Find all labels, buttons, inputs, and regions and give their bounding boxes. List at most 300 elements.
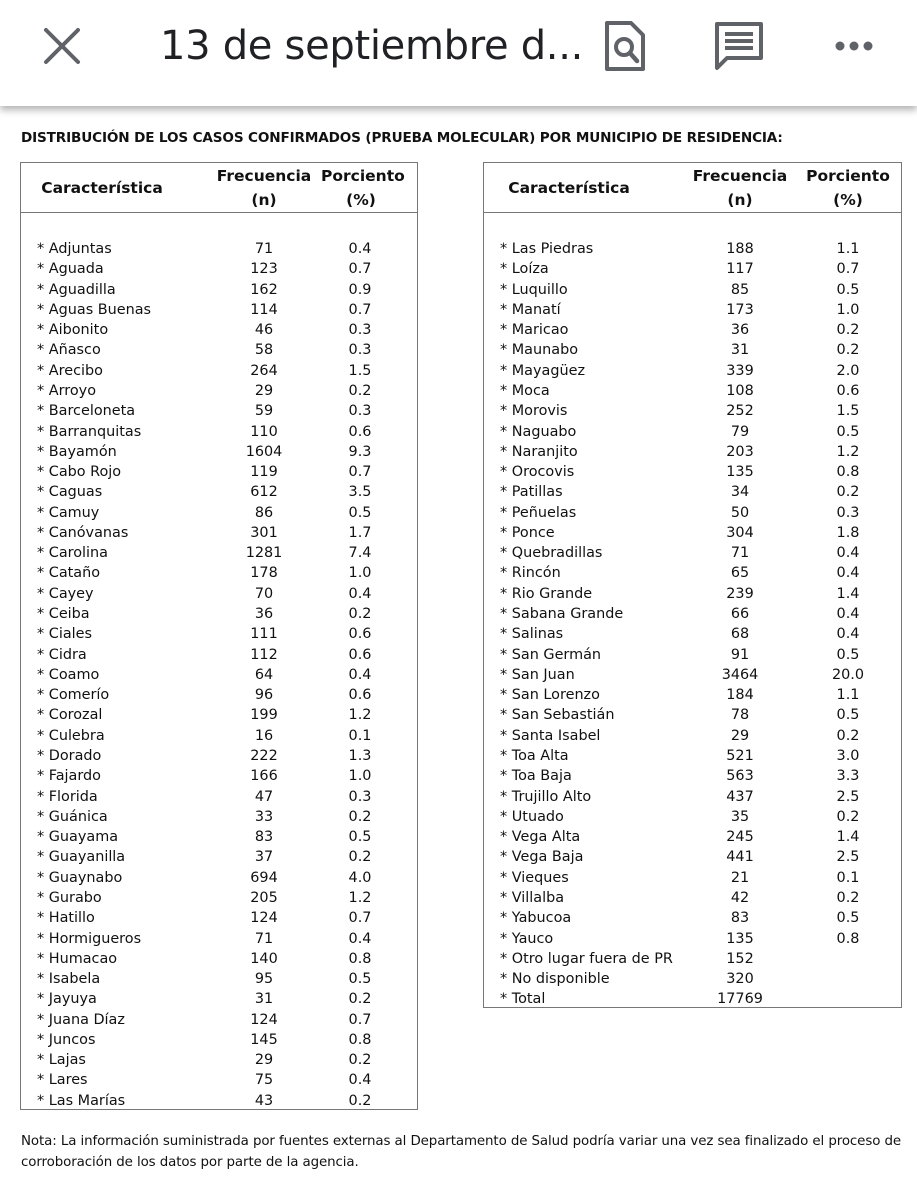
table-row xyxy=(484,969,901,989)
row-frequency: 114 xyxy=(250,301,278,318)
row-name: * Arroyo xyxy=(37,382,97,399)
row-frequency: 36 xyxy=(254,606,274,623)
row-name: * Luquillo xyxy=(500,281,568,298)
row-name: * San Lorenzo xyxy=(500,687,600,704)
row-percent: 0.2 xyxy=(836,889,860,906)
column-header-frequency-line2: (n) xyxy=(727,191,753,209)
table-row xyxy=(21,584,417,604)
row-frequency: 42 xyxy=(730,889,750,906)
table-row xyxy=(21,827,417,847)
row-name: * Las Piedras xyxy=(500,241,594,257)
row-name: * San Germán xyxy=(500,646,602,663)
municipality-table-right xyxy=(483,162,902,1008)
row-name: * Mayagüez xyxy=(500,362,586,379)
row-percent: 1.4 xyxy=(836,585,860,602)
table-row xyxy=(484,685,901,705)
row-name: * Fajardo xyxy=(37,768,101,785)
row-percent: 1.1 xyxy=(836,687,860,704)
row-frequency: 111 xyxy=(250,626,278,643)
column-header-characteristic: Característica xyxy=(508,179,630,197)
row-name: * Guayanilla xyxy=(37,849,126,866)
table-row xyxy=(21,949,417,969)
row-frequency: 96 xyxy=(254,687,274,704)
table-row xyxy=(484,847,901,867)
row-percent: 0.7 xyxy=(348,910,372,927)
row-name: * Dorado xyxy=(37,748,102,764)
table-row xyxy=(21,929,417,949)
viewer-toolbar xyxy=(0,0,917,106)
row-percent: 3.0 xyxy=(836,748,860,764)
row-frequency: 68 xyxy=(730,626,750,643)
row-frequency: 123 xyxy=(250,261,278,278)
row-frequency: 301 xyxy=(250,524,278,541)
row-percent: 1.5 xyxy=(836,403,860,420)
row-percent: 0.2 xyxy=(836,322,860,339)
row-percent: 2.0 xyxy=(836,362,860,379)
row-frequency: 79 xyxy=(730,423,750,440)
row-name: * Barranquitas xyxy=(37,423,142,440)
row-name: * Guaynabo xyxy=(37,869,123,886)
row-name: * Isabela xyxy=(37,971,101,988)
row-percent: 0.4 xyxy=(836,565,860,582)
table-row xyxy=(484,361,901,381)
table-row xyxy=(21,543,417,563)
row-name: * Villalba xyxy=(500,889,565,906)
row-frequency: 612 xyxy=(250,484,278,501)
table-row xyxy=(21,259,417,279)
row-percent: 0.6 xyxy=(348,646,372,663)
row-percent: 0.4 xyxy=(836,545,860,562)
row-name: * Añasco xyxy=(37,342,101,359)
row-name: * Guánica xyxy=(37,808,108,825)
row-frequency: 86 xyxy=(254,504,274,521)
row-name: * Cabo Rojo xyxy=(37,464,122,481)
row-frequency: 71 xyxy=(254,930,274,947)
row-percent: 1.4 xyxy=(836,829,860,846)
row-name: * Coamo xyxy=(37,666,100,683)
row-frequency: 37 xyxy=(254,849,274,866)
row-name: * Santa Isabel xyxy=(500,727,601,744)
row-percent: 0.2 xyxy=(348,1052,372,1069)
row-name: * Cayey xyxy=(37,585,94,602)
column-header-percent xyxy=(806,164,890,212)
table-row xyxy=(21,969,417,989)
row-percent: 1.2 xyxy=(836,443,860,460)
row-percent: 0.2 xyxy=(348,382,372,399)
table-row xyxy=(21,401,417,421)
row-frequency: 140 xyxy=(250,950,278,967)
table-row xyxy=(484,401,901,421)
row-percent: 2.5 xyxy=(836,849,860,866)
row-percent: 1.1 xyxy=(836,241,860,257)
row-percent: 1.2 xyxy=(348,707,372,724)
row-frequency: 135 xyxy=(726,930,754,947)
table-row xyxy=(484,766,901,786)
row-frequency: 205 xyxy=(250,889,278,906)
table-row xyxy=(21,361,417,381)
table-row xyxy=(21,563,417,583)
row-percent: 0.4 xyxy=(348,666,372,683)
row-name: * Peñuelas xyxy=(500,504,577,521)
column-header-frequency xyxy=(664,164,816,212)
table-row xyxy=(484,604,901,624)
row-frequency: 521 xyxy=(726,748,754,764)
row-name: * Aguada xyxy=(37,261,104,278)
table-row xyxy=(484,705,901,725)
row-frequency: 1281 xyxy=(245,545,283,562)
row-name: * Sabana Grande xyxy=(500,606,624,623)
row-percent: 0.5 xyxy=(836,646,860,663)
table-row xyxy=(21,1091,417,1111)
table-row xyxy=(21,726,417,746)
document-page xyxy=(0,106,917,1200)
row-percent: 0.2 xyxy=(348,808,372,825)
find-in-document-icon[interactable] xyxy=(601,20,647,72)
row-percent: 1.7 xyxy=(348,524,372,541)
close-icon[interactable] xyxy=(40,24,84,68)
row-percent: 0.7 xyxy=(348,261,372,278)
table-row xyxy=(484,645,901,665)
row-frequency: 222 xyxy=(250,748,278,764)
row-frequency: 437 xyxy=(726,788,754,805)
row-frequency: 50 xyxy=(730,504,750,521)
row-name: * Guayama xyxy=(37,829,119,846)
row-name: * Vega Baja xyxy=(500,849,584,866)
row-percent: 0.6 xyxy=(348,423,372,440)
row-frequency: 117 xyxy=(726,261,754,278)
row-frequency: 563 xyxy=(726,768,754,785)
table-row xyxy=(21,462,417,482)
table-row xyxy=(21,523,417,543)
row-frequency: 304 xyxy=(726,524,754,541)
row-percent: 0.5 xyxy=(348,504,372,521)
row-percent: 0.7 xyxy=(348,301,372,318)
row-percent: 0.8 xyxy=(348,950,372,967)
row-percent: 1.0 xyxy=(348,565,372,582)
row-frequency: 152 xyxy=(726,950,754,967)
row-name: * Maunabo xyxy=(500,342,579,359)
row-frequency: 441 xyxy=(726,849,754,866)
row-frequency: 21 xyxy=(730,869,750,886)
table-row xyxy=(21,705,417,725)
row-frequency: 135 xyxy=(726,464,754,481)
row-percent: 0.8 xyxy=(836,930,860,947)
row-name: * Morovis xyxy=(500,403,568,420)
table-row xyxy=(484,523,901,543)
column-header-frequency-line1: Frecuencia xyxy=(692,167,788,185)
table-row xyxy=(484,908,901,928)
row-name: * Vieques xyxy=(500,869,569,886)
row-name: * Salinas xyxy=(500,626,564,643)
row-frequency: 119 xyxy=(250,464,278,481)
column-header-frequency-line1: Frecuencia xyxy=(216,167,312,185)
footnote: Nota: La información suministrada por fuentes externas al Departamento de Salud podría variar una vez sea finalizado el proceso de corroboración de los datos por parte de la agencia. xyxy=(21,1134,901,1170)
column-header-characteristic: Característica xyxy=(41,179,163,197)
row-percent: 0.8 xyxy=(836,464,860,481)
row-name: * Lajas xyxy=(37,1052,86,1069)
table-row xyxy=(484,340,901,360)
row-name: * Aibonito xyxy=(37,322,109,339)
row-frequency: 58 xyxy=(254,342,274,359)
row-name: * Toa Alta xyxy=(500,748,569,764)
row-frequency: 166 xyxy=(250,768,278,785)
row-percent: 0.4 xyxy=(348,585,372,602)
row-frequency: 184 xyxy=(726,687,754,704)
row-name: * Loíza xyxy=(500,261,549,278)
row-percent: 0.6 xyxy=(348,626,372,643)
row-name: * San Sebastián xyxy=(500,707,615,724)
column-header-percent-line1: Porciento xyxy=(806,167,890,185)
row-percent: 0.1 xyxy=(836,869,860,886)
row-percent: 0.5 xyxy=(836,707,860,724)
row-percent: 0.5 xyxy=(836,910,860,927)
row-percent: 0.9 xyxy=(348,281,372,298)
row-frequency: 239 xyxy=(726,585,754,602)
row-name: * Rincón xyxy=(500,565,561,582)
row-percent: 0.3 xyxy=(348,322,372,339)
table-row xyxy=(21,482,417,502)
row-name: * Yauco xyxy=(500,930,554,947)
row-name: * Yabucoa xyxy=(500,910,572,927)
row-frequency: 124 xyxy=(250,910,278,927)
row-frequency: 264 xyxy=(250,362,278,379)
row-percent: 0.3 xyxy=(836,504,860,521)
table-row xyxy=(21,888,417,908)
row-name: * Vega Alta xyxy=(500,829,581,846)
row-frequency: 34 xyxy=(730,484,750,501)
table-row xyxy=(21,766,417,786)
row-name: * Ponce xyxy=(500,524,555,541)
row-name: * Utuado xyxy=(500,808,564,825)
row-frequency: 245 xyxy=(726,829,754,846)
row-frequency: 1604 xyxy=(245,443,283,460)
row-name: * Patillas xyxy=(500,484,563,501)
document-title[interactable]: 13 de septiembre d... xyxy=(160,23,584,69)
row-name: * San Juan xyxy=(500,666,575,683)
row-name: * Canóvanas xyxy=(37,524,129,541)
table-row xyxy=(484,300,901,320)
table-row xyxy=(484,949,901,969)
row-percent: 1.3 xyxy=(348,748,372,764)
row-percent: 0.2 xyxy=(836,727,860,744)
row-frequency: 78 xyxy=(730,707,750,724)
row-frequency: 162 xyxy=(250,281,278,298)
row-frequency: 17769 xyxy=(717,991,763,1008)
row-percent: 1.2 xyxy=(348,889,372,906)
comment-icon[interactable] xyxy=(713,20,765,72)
row-frequency: 3464 xyxy=(721,666,759,683)
row-frequency: 203 xyxy=(726,443,754,460)
row-frequency: 59 xyxy=(254,403,274,420)
row-frequency: 91 xyxy=(730,646,750,663)
row-name: * Humacao xyxy=(37,950,118,967)
row-percent: 7.4 xyxy=(348,545,372,562)
table-row xyxy=(484,422,901,442)
row-name: * Bayamón xyxy=(37,443,117,460)
row-percent: 0.1 xyxy=(348,727,372,744)
row-name: * Manatí xyxy=(500,301,561,318)
row-frequency: 252 xyxy=(726,403,754,420)
table-row xyxy=(21,604,417,624)
row-percent: 1.8 xyxy=(836,524,860,541)
row-frequency: 46 xyxy=(254,322,274,339)
row-percent: 9.3 xyxy=(348,443,372,460)
table-row xyxy=(21,868,417,888)
table-row xyxy=(484,787,901,807)
row-percent: 0.7 xyxy=(348,464,372,481)
table-row xyxy=(484,563,901,583)
column-header-percent-line1: Porciento xyxy=(321,167,405,185)
column-header-frequency-line2: (n) xyxy=(251,191,277,209)
row-percent: 0.2 xyxy=(836,808,860,825)
table-row xyxy=(484,442,901,462)
row-name: * Total xyxy=(500,991,546,1008)
table-row xyxy=(21,807,417,827)
row-percent: 0.5 xyxy=(348,971,372,988)
row-frequency: 35 xyxy=(730,808,750,825)
row-percent: 20.0 xyxy=(831,666,865,683)
table-row xyxy=(21,847,417,867)
row-name: * Lares xyxy=(37,1072,88,1089)
row-name: * Caguas xyxy=(37,484,103,501)
row-frequency: 43 xyxy=(254,1092,274,1109)
column-header-percent-line2: (%) xyxy=(346,191,376,209)
table-row xyxy=(484,320,901,340)
row-frequency: 16 xyxy=(254,727,274,744)
row-percent: 0.2 xyxy=(348,849,372,866)
row-frequency: 31 xyxy=(730,342,750,359)
row-frequency: 47 xyxy=(254,788,274,805)
table-row xyxy=(21,340,417,360)
row-frequency: 31 xyxy=(254,991,274,1008)
row-frequency: 694 xyxy=(250,869,278,886)
column-header-percent xyxy=(321,164,405,212)
table-row xyxy=(21,503,417,523)
row-name: * Barceloneta xyxy=(37,403,136,420)
row-name: * Gurabo xyxy=(37,889,102,906)
table-row xyxy=(21,1030,417,1050)
row-frequency: 36 xyxy=(730,322,750,339)
row-frequency: 112 xyxy=(250,646,278,663)
row-frequency: 33 xyxy=(254,808,274,825)
row-name: * Hatillo xyxy=(37,910,95,927)
table-row xyxy=(21,624,417,644)
table-row xyxy=(484,584,901,604)
table-row xyxy=(21,381,417,401)
row-name: * Naranjito xyxy=(500,443,578,460)
row-name: * No disponible xyxy=(500,971,610,988)
row-frequency: 70 xyxy=(254,585,274,602)
row-frequency: 188 xyxy=(726,241,754,257)
table-row xyxy=(484,482,901,502)
row-frequency: 75 xyxy=(254,1072,274,1089)
row-name: * Camuy xyxy=(37,504,100,521)
row-name: * Culebra xyxy=(37,727,105,744)
row-frequency: 29 xyxy=(730,727,750,744)
table-row xyxy=(484,665,901,685)
row-name: * Juana Díaz xyxy=(37,1011,125,1028)
table-row xyxy=(484,888,901,908)
table-row xyxy=(484,503,901,523)
table-row xyxy=(484,827,901,847)
row-percent: 3.5 xyxy=(348,484,372,501)
row-percent: 0.3 xyxy=(348,342,372,359)
row-percent: 0.4 xyxy=(348,1072,372,1089)
table-row xyxy=(21,300,417,320)
row-percent: 0.4 xyxy=(836,606,860,623)
table-row xyxy=(21,685,417,705)
row-percent: 0.5 xyxy=(348,829,372,846)
row-name: * Hormigueros xyxy=(37,930,142,947)
row-name: * Corozal xyxy=(37,707,103,724)
row-percent: 0.5 xyxy=(836,281,860,298)
row-name: * Aguas Buenas xyxy=(37,301,152,318)
table-row xyxy=(21,239,417,259)
table-row xyxy=(21,989,417,1009)
row-name: * Aguadilla xyxy=(37,281,116,298)
table-row xyxy=(484,239,901,259)
column-header-percent-line2: (%) xyxy=(833,191,863,209)
row-name: * Rio Grande xyxy=(500,585,593,602)
row-frequency: 65 xyxy=(730,565,750,582)
row-frequency: 320 xyxy=(726,971,754,988)
table-row xyxy=(484,726,901,746)
row-frequency: 83 xyxy=(254,829,274,846)
row-percent: 4.0 xyxy=(348,869,372,886)
row-frequency: 199 xyxy=(250,707,278,724)
row-name: * Orocovis xyxy=(500,464,575,481)
table-row xyxy=(21,787,417,807)
more-options-icon[interactable] xyxy=(830,22,878,70)
row-percent: 0.7 xyxy=(348,1011,372,1028)
table-row xyxy=(484,381,901,401)
row-percent: 1.0 xyxy=(348,768,372,785)
row-name: * Quebradillas xyxy=(500,545,603,562)
row-name: * Carolina xyxy=(37,545,108,562)
row-percent: 0.2 xyxy=(348,1092,372,1109)
row-percent: 1.5 xyxy=(348,362,372,379)
table-row xyxy=(21,442,417,462)
row-name: * Ceiba xyxy=(37,606,90,623)
row-percent: 0.3 xyxy=(348,788,372,805)
table-row xyxy=(484,462,901,482)
table-row xyxy=(484,624,901,644)
row-percent: 0.3 xyxy=(348,403,372,420)
row-frequency: 64 xyxy=(254,666,274,683)
row-frequency: 108 xyxy=(726,382,754,399)
row-name: * Naguabo xyxy=(500,423,577,440)
table-header xyxy=(484,163,901,213)
table-row xyxy=(21,1050,417,1070)
municipality-table-left xyxy=(20,162,418,1110)
row-name: * Las Marías xyxy=(37,1092,126,1109)
row-frequency: 110 xyxy=(250,423,278,440)
table-row xyxy=(21,422,417,442)
table-row xyxy=(21,665,417,685)
row-name: * Maricao xyxy=(500,322,569,339)
row-frequency: 29 xyxy=(254,382,274,399)
table-row xyxy=(484,746,901,766)
row-frequency: 145 xyxy=(250,1031,278,1048)
table-header xyxy=(21,163,417,213)
row-frequency: 71 xyxy=(254,241,274,257)
row-name: * Cidra xyxy=(37,646,87,663)
row-percent: 2.5 xyxy=(836,788,860,805)
row-name: * Comerío xyxy=(37,687,110,704)
table-row xyxy=(484,259,901,279)
table-row xyxy=(21,1010,417,1030)
row-name: * Toa Baja xyxy=(500,768,572,785)
